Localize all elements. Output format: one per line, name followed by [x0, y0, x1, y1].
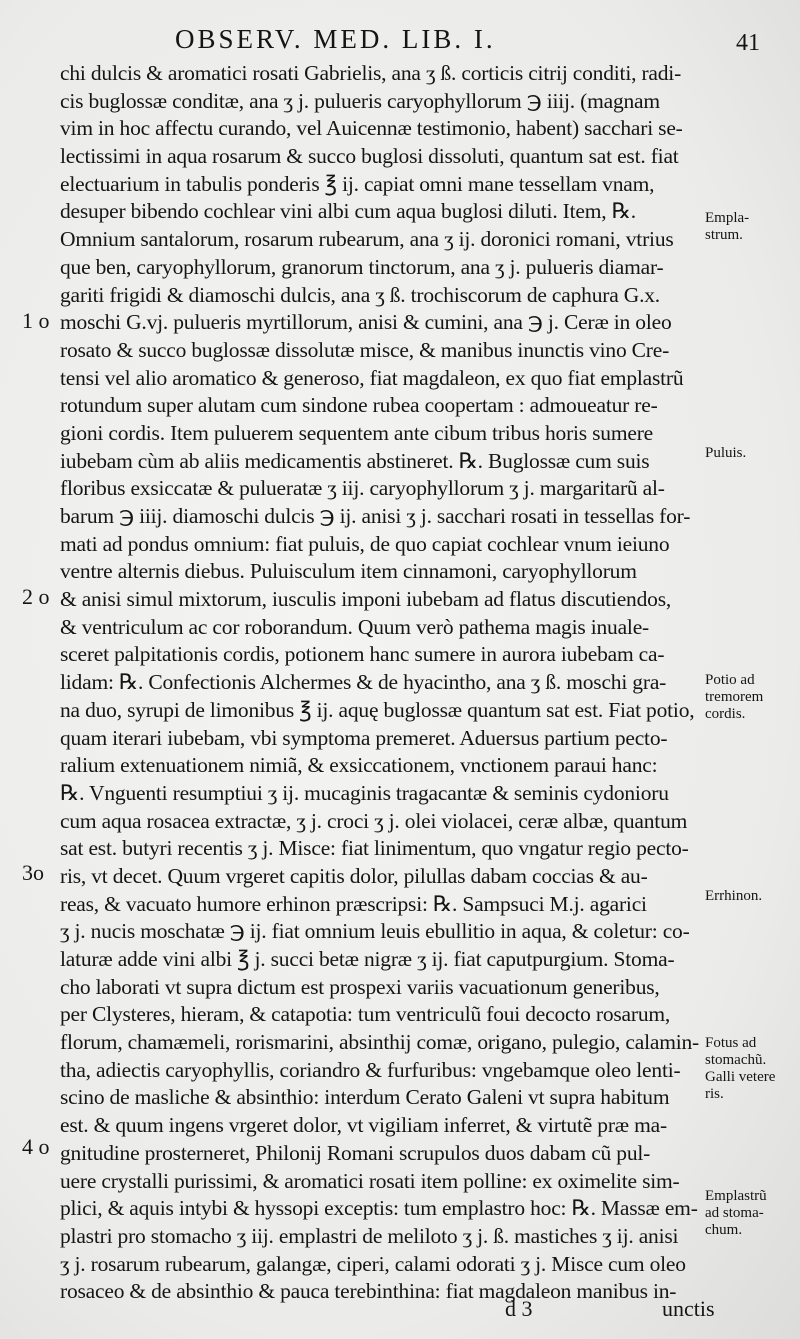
text-line: cis buglossæ conditæ, ana ʒ j. pulueris caryophyllorum ℈ iiij. (magnam	[60, 88, 660, 113]
text-line: vim in hoc affectu curando, vel Auicennæ testimonio, habent) sacchari se-	[60, 116, 683, 141]
margin-note-text: Fotus ad stomachũ. Galli vetere ris.	[705, 1035, 776, 1102]
text-line: cho laborati vt supra dictum est prospexi variis vacuationum generibus,	[60, 974, 660, 999]
margin-note-emplastrum	[705, 210, 795, 244]
margin-note-text: Puluis.	[705, 445, 747, 461]
text-line: chi dulcis & aromatici rosati Gabrielis, ana ʒ ß. corticis citrij conditi, radi-	[60, 61, 682, 85]
line-number-10: 1 o	[22, 308, 50, 333]
margin-note-text: Empla- strum.	[705, 210, 750, 243]
text-line: moschi G.vj. pulueris myrtillorum, anisi & cumini, ana ℈ j. Ceræ in oleo	[60, 310, 672, 335]
text-line: rosato & succo buglossæ dissolutæ misce, & manibus inunctis vino Cre-	[60, 337, 670, 362]
text-line: electuarium in tabulis ponderis ℥ ij. capiat omni mane tessellam vnam,	[60, 171, 655, 196]
main-text-block	[60, 60, 700, 1306]
text-line: sat est. butyri recentis ʒ j. Misce: fiat linimentum, quo vngatur regio pecto-	[60, 836, 689, 861]
running-title: OBSERV. MED. LIB. I.	[175, 24, 496, 54]
text-line: per Clysteres, hieram, & catapotia: tum ventriculũ foui decocto rosarum,	[60, 1002, 671, 1027]
text-line: ℞. Vnguenti resumptiui ʒ ij. mucaginis tragacantæ & seminis cydonioru	[60, 780, 669, 805]
text-line: sceret palpitationis cordis, potionem hanc sumere in aurora iubebam ca-	[60, 642, 665, 667]
text-line: scino de masliche & absinthio: interdum Cerato Galeni vt supra habitum	[60, 1085, 670, 1110]
text-line: barum ℈ iiij. diamoschi dulcis ℈ ij. anisi ʒ j. sacchari rosati in tessellas for-	[60, 504, 691, 528]
text-line: florum, chamæmeli, rorismarini, absinthij comæ, origano, pulegio, calamin-	[60, 1030, 700, 1055]
text-line: ʒ j. nucis moschatæ ℈ ij. fiat omnium leuis ebullitio in aqua, & coletur: co-	[60, 919, 690, 944]
margin-note-fotus	[705, 1035, 795, 1103]
text-line: desuper bibendo cochlear vini albi cum aqua buglosi diluti. Item, ℞.	[60, 199, 636, 224]
text-line: est. & quum ingens vrgeret dolor, vt vigiliam inferret, & virtutẽ præ ma-	[60, 1113, 667, 1138]
text-line: rotundum super alutam cum sindone rubea coopertam : admoueatur re-	[60, 393, 658, 418]
margin-note-text: Potio ad tremorem cordis.	[705, 672, 764, 722]
text-line: gioni cordis. Item puluerem sequentem ante cibum tribus horis sumere	[60, 420, 654, 445]
line-number-40: 4 o	[22, 1134, 50, 1159]
text-line: que ben, caryophyllorum, granorum tinctorum, ana ʒ j. pulueris diamar-	[60, 254, 664, 279]
text-line: & anisi simul mixtorum, iusculis imponi iubebam ad flatus discutiendos,	[60, 587, 672, 612]
text-line: cum aqua rosacea extractæ, ʒ j. croci ʒ j. olei violacei, ceræ albæ, quantum	[60, 808, 688, 833]
text-line: floribus exsiccatæ & pulueratæ ʒ iij. caryophyllorum ʒ j. margaritarũ al-	[60, 476, 665, 501]
text-line: lidam: ℞. Confectionis Alchermes & de hyacintho, ana ʒ ß. moschi gra-	[60, 670, 667, 695]
text-line: rosaceo & de absinthio & pauca terebinthina: fiat magdaleon manibus in-	[60, 1279, 677, 1304]
catchword: unctis	[662, 1296, 715, 1321]
text-line: ʒ j. rosarum rubearum, galangæ, ciperi, calami odorati ʒ j. Misce cum oleo	[60, 1251, 686, 1276]
text-line: reas, & vacuato humore erhinon præscripsi: ℞. Sampsuci M.j. agarici	[60, 891, 647, 916]
margin-note-potio	[705, 672, 795, 723]
page-number: 41	[736, 30, 760, 56]
text-line: plici, & aquis intybi & hyssopi exceptis: tum emplastro hoc: ℞. Massæ em-	[60, 1196, 698, 1221]
text-line: & ventriculum ac cor roborandum. Quum verò pathema magis inuale-	[60, 614, 650, 639]
margin-note-puluis	[705, 445, 795, 462]
margin-note-text: Emplastrũ ad stoma- chum.	[705, 1188, 767, 1238]
text-line: quam iterari iubebam, vbi symptoma premeret. Aduersus partium pecto-	[60, 725, 668, 750]
margin-note-errhinon	[705, 888, 795, 905]
text-line: uere crystalli purissimi, & aromatici rosati item polline: ex oximelite sim-	[60, 1168, 680, 1193]
margin-note-text: Errhinon.	[705, 888, 763, 904]
text-line: iubebam cùm ab aliis medicamentis abstineret. ℞. Buglossæ cum suis	[60, 448, 650, 473]
text-line: gnitudine prosterneret, Philonij Romani scrupulos duos dabam cũ pul-	[60, 1140, 651, 1165]
text-line: tensi vel alio aromatico & generoso, fiat magdaleon, ex quo fiat emplastrũ	[60, 365, 684, 390]
line-number-30: 3o	[22, 860, 44, 885]
signature-mark: d 3	[505, 1296, 533, 1321]
text-line: mati ad pondus omnium: fiat puluis, de quo capiat cochlear vnum ieiuno	[60, 531, 670, 556]
text-line: ralium extenuationem nimiã, & exsiccationem, vnctionem paraui hanc:	[60, 753, 658, 778]
text-line: lectissimi in aqua rosarum & succo buglosi dissoluti, quantum sat est. fiat	[60, 144, 679, 169]
line-number-20: 2 o	[22, 584, 50, 609]
margin-note-emplastrum-stomachum	[705, 1188, 795, 1239]
text-line: plastri pro stomacho ʒ iij. emplastri de meliloto ʒ j. ß. mastiches ʒ ij. anisi	[60, 1223, 679, 1248]
text-line: gariti frigidi & diamoschi dulcis, ana ʒ ß. trochiscorum de caphura G.x.	[60, 282, 660, 307]
text-line: tha, adiectis caryophyllis, coriandro & furfuribus: vngebamque oleo lenti-	[60, 1057, 681, 1082]
text-line: ris, vt decet. Quum vrgeret capitis dolor, pilullas dabam coccias & au-	[60, 863, 648, 888]
text-line: laturæ adde vini albi ℥ j. succi betæ nigræ ʒ ij. fiat caputpurgium. Stoma-	[60, 947, 675, 971]
text-line: Omnium santalorum, rosarum rubearum, ana ʒ ij. doronici romani, vtrius	[60, 227, 674, 252]
text-line: ventre alternis diebus. Puluisculum item cinnamoni, caryophyllorum	[60, 559, 637, 584]
text-line: na duo, syrupi de limonibus ℥ ij. aquę buglossæ quantum sat est. Fiat potio,	[60, 697, 695, 722]
